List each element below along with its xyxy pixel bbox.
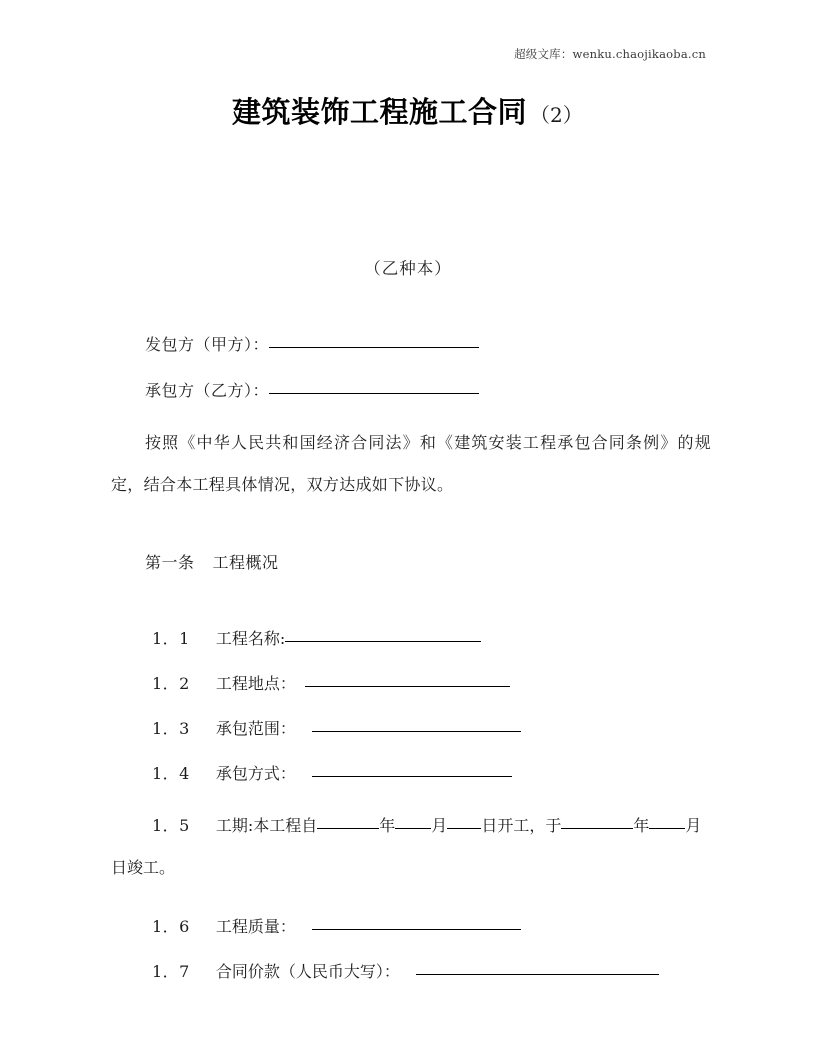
section-number: 第一条 (145, 553, 195, 572)
clause-number-1-6: 1．6 (152, 917, 190, 936)
clause-label-1-7: 合同价款（人民币大写）： (215, 962, 400, 981)
clause-fill-line-1-4[interactable] (312, 775, 512, 777)
document-subtitle: （乙种本） (364, 259, 452, 278)
spacer-after-section (111, 573, 711, 625)
page-title-suffix: （2） (530, 103, 583, 127)
clause-number-1-3: 1．3 (152, 719, 190, 738)
spacer-before-1-6 (111, 889, 711, 913)
end-month-blank[interactable] (649, 827, 685, 829)
party-row-party-b (111, 376, 711, 422)
clause-row-1-7 (111, 958, 711, 1003)
clause-fill-line-1-1[interactable] (285, 640, 481, 642)
clause-label-1-5: 工期:本工程自 (215, 816, 318, 835)
clause-fill-line-1-6[interactable] (312, 928, 521, 930)
page-title (232, 95, 583, 129)
start-month-unit: 月 (431, 816, 448, 835)
clause-number-1-4: 1．4 (152, 764, 190, 783)
spacer-before-section (111, 506, 711, 550)
clause-number-1-5: 1．5 (152, 816, 190, 835)
preamble-paragraph: 按照《中华人民共和国经济合同法》和《建筑安装工程承包合同条例》的规定，结合本工程具体情况，双方达成如下协议。 (111, 433, 711, 494)
start-day-blank[interactable] (447, 827, 481, 829)
start-day-unit: 日 (481, 816, 498, 835)
party-a-label: 发包方（甲方）： (145, 335, 270, 354)
clause-number-1-2: 1．2 (152, 674, 190, 693)
party-b-fill-line[interactable] (269, 392, 479, 394)
completion-text: 日竣工。 (111, 858, 176, 877)
end-year-blank[interactable] (561, 827, 633, 829)
clause-fill-line-1-2[interactable] (305, 685, 510, 687)
start-year-unit: 年 (379, 816, 396, 835)
start-year-blank[interactable] (317, 827, 379, 829)
end-year-unit: 年 (633, 816, 650, 835)
document-body (111, 330, 711, 1003)
party-row-party-a (111, 330, 711, 376)
clause-number-1-7: 1．7 (152, 962, 190, 981)
header-watermark: 超级文库：wenku.chaojikaoba.cn (514, 47, 706, 61)
clause-row-1-6 (111, 913, 711, 958)
clause-fill-line-1-7[interactable] (416, 973, 659, 975)
clause-row-1-2 (111, 670, 711, 715)
end-month-unit: 月 (685, 816, 702, 835)
clause-label-1-1: 工程名称: (215, 629, 286, 648)
clause-label-1-6: 工程质量： (215, 917, 296, 936)
party-a-fill-line[interactable] (269, 346, 479, 348)
section-heading (111, 550, 711, 573)
section-title: 工程概况 (212, 553, 279, 572)
clause-label-1-4: 承包方式： (215, 764, 296, 783)
start-month-blank[interactable] (395, 827, 431, 829)
clause-label-1-2: 工程地点： (215, 674, 296, 693)
page-title-main: 建筑装饰工程施工合同 (232, 95, 528, 129)
clause-row-1-5 (111, 805, 711, 847)
clause-row-1-5-continuation (111, 847, 711, 889)
start-work-word: 开工，于 (497, 816, 562, 835)
clause-fill-line-1-3[interactable] (312, 730, 521, 732)
clause-row-1-1 (111, 625, 711, 670)
clause-number-1-1: 1．1 (152, 629, 190, 648)
clause-label-1-3: 承包范围： (215, 719, 296, 738)
party-b-label: 承包方（乙方）： (145, 381, 270, 400)
clause-row-1-3 (111, 715, 711, 760)
clause-row-1-4 (111, 760, 711, 805)
